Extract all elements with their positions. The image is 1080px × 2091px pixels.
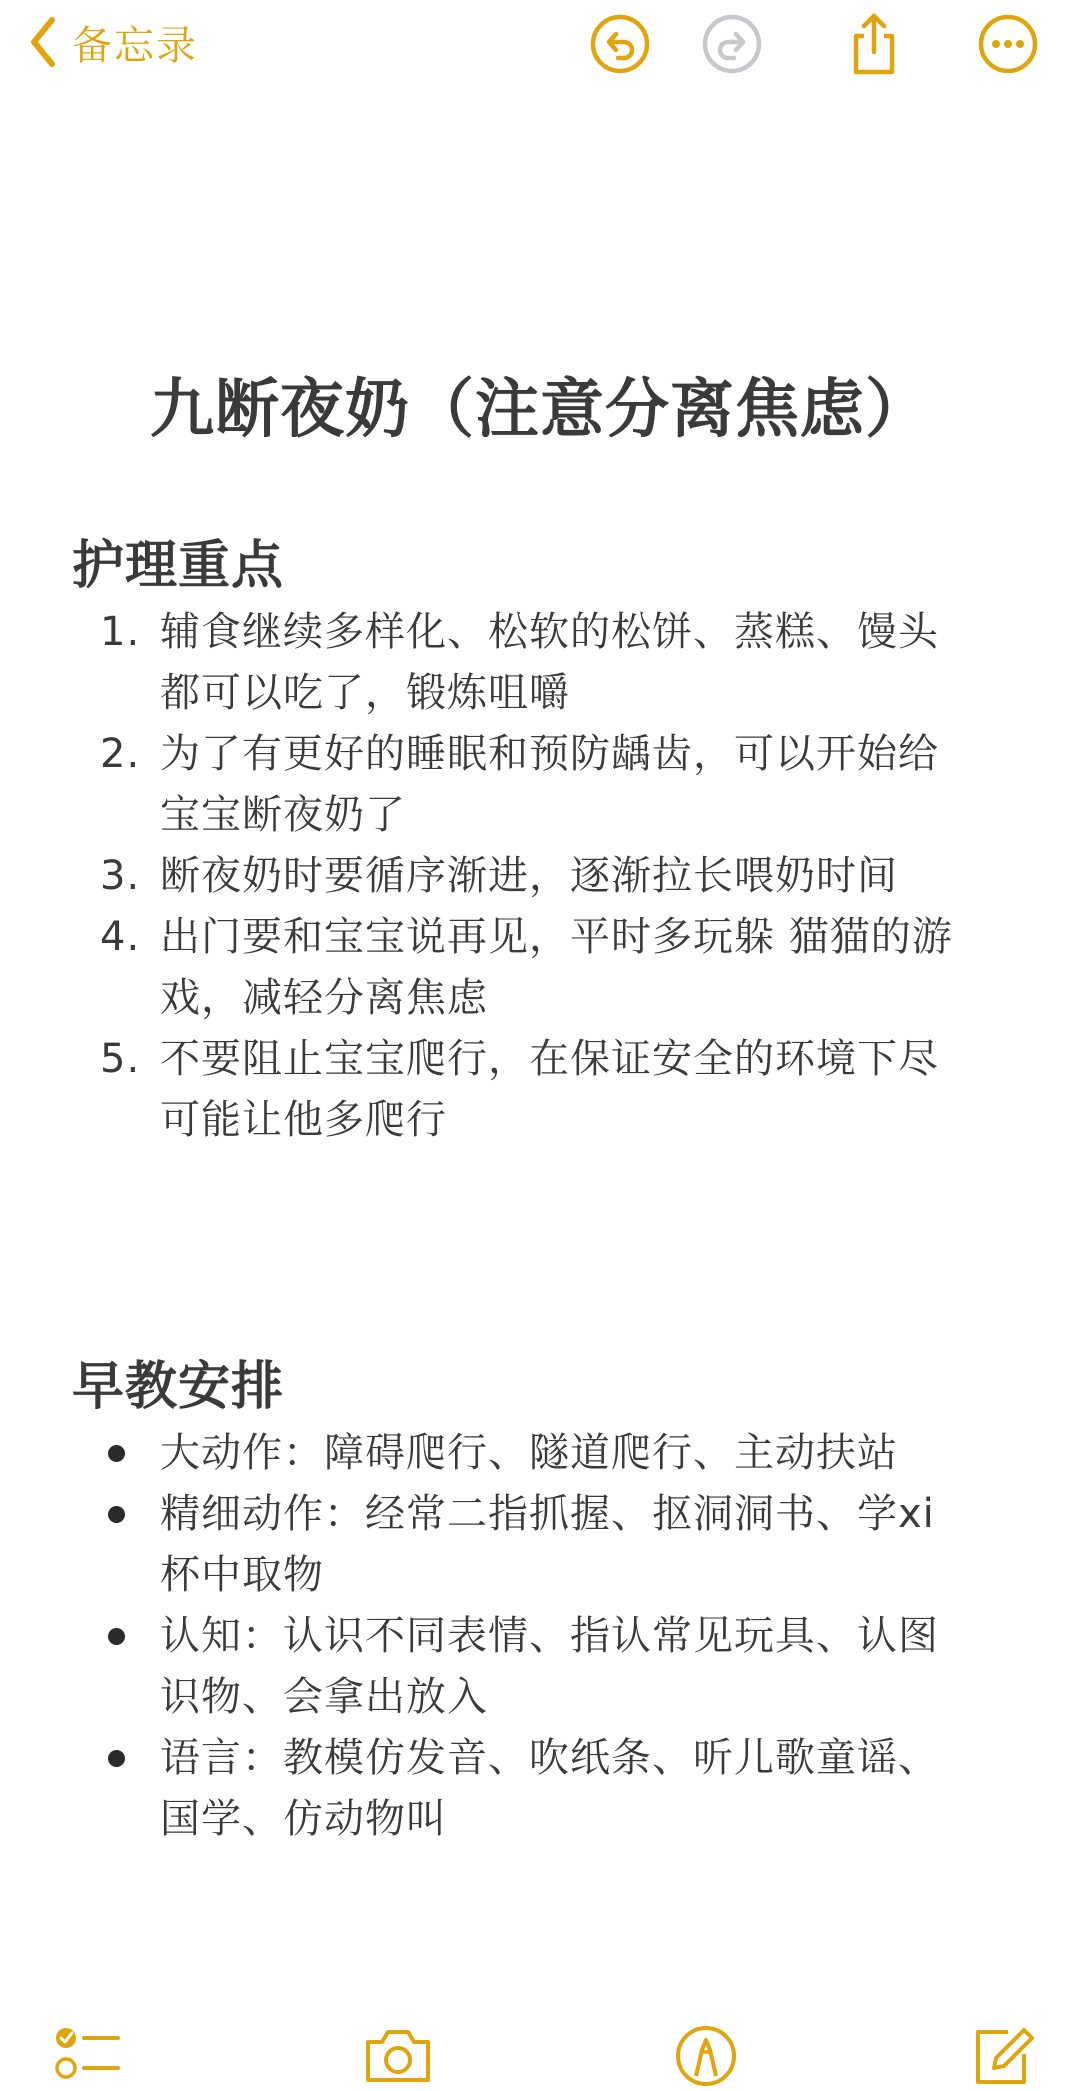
- list-item-line: 出门要和宝宝说再见，平时多玩躲 猫猫的游: [160, 914, 953, 960]
- list-item-number: 2.: [100, 731, 141, 777]
- bullet-icon: [108, 1750, 125, 1767]
- list-item-line: 不要阻止宝宝爬行，在保证安全的环境下尽: [160, 1036, 939, 1082]
- list-item: [0, 1606, 1080, 1728]
- list-item-line: 认知：认识不同表情、指认常见玩具、认图: [160, 1613, 939, 1659]
- share-icon[interactable]: [842, 12, 906, 76]
- list-item-line: 识物、会拿出放入: [160, 1674, 488, 1720]
- bullet-icon: [108, 1445, 125, 1462]
- back-label: 备忘录: [72, 22, 198, 69]
- list-item-line: 为了有更好的睡眠和预防龋齿，可以开始给: [160, 731, 939, 777]
- bottom-toolbar: [0, 2010, 1080, 2091]
- chevron-left-icon: [28, 16, 58, 68]
- list-item-number: 3.: [100, 853, 141, 899]
- list-item: [0, 1423, 1080, 1484]
- section-heading-early-education: 早教安排: [72, 1357, 285, 1417]
- undo-icon[interactable]: [588, 12, 652, 76]
- list-item-line: 断夜奶时要循序渐进，逐渐拉长喂奶时间: [160, 853, 898, 899]
- redo-icon[interactable]: [700, 12, 764, 76]
- list-item-number: 5.: [100, 1036, 141, 1082]
- care-points-list: [0, 602, 1080, 1151]
- more-icon[interactable]: [976, 12, 1040, 76]
- list-item-line: 大动作：障碍爬行、隧道爬行、主动扶站: [160, 1430, 898, 1476]
- list-item-line: 精细动作：经常二指抓握、抠洞洞书、学xi: [160, 1491, 935, 1537]
- camera-icon[interactable]: [362, 2024, 434, 2088]
- list-item-line: 都可以吃了，锻炼咀嚼: [160, 670, 570, 716]
- list-item-number: 4.: [100, 914, 141, 960]
- early-education-list: [0, 1423, 1080, 1850]
- list-item: [0, 1484, 1080, 1606]
- list-item: [0, 846, 1080, 907]
- list-item: [0, 1728, 1080, 1850]
- list-item-number: 1.: [100, 609, 141, 655]
- list-item-line: 戏，减轻分离焦虑: [160, 975, 488, 1021]
- back-button[interactable]: [28, 12, 198, 72]
- list-item-line: 辅食继续多样化、松软的松饼、蒸糕、馒头: [160, 609, 939, 655]
- list-item-line: 语言：教模仿发音、吹纸条、听儿歌童谣、: [160, 1735, 939, 1781]
- list-item: [0, 602, 1080, 724]
- list-item: [0, 907, 1080, 1029]
- note-title: 九断夜奶（注意分离焦虑）: [150, 373, 930, 447]
- list-item-line: 宝宝断夜奶了: [160, 792, 406, 838]
- compose-icon[interactable]: [968, 2024, 1040, 2088]
- list-item-line: 国学、仿动物叫: [160, 1796, 447, 1842]
- bullet-icon: [108, 1506, 125, 1523]
- checklist-icon[interactable]: [52, 2024, 124, 2088]
- markup-icon[interactable]: [670, 2024, 742, 2088]
- list-item-line: 可能让他多爬行: [160, 1097, 447, 1143]
- list-item: [0, 724, 1080, 846]
- bullet-icon: [108, 1628, 125, 1645]
- list-item-line: 杯中取物: [160, 1552, 324, 1598]
- section-heading-care: 护理重点: [72, 536, 285, 596]
- top-toolbar: [0, 0, 1080, 100]
- list-item: [0, 1029, 1080, 1151]
